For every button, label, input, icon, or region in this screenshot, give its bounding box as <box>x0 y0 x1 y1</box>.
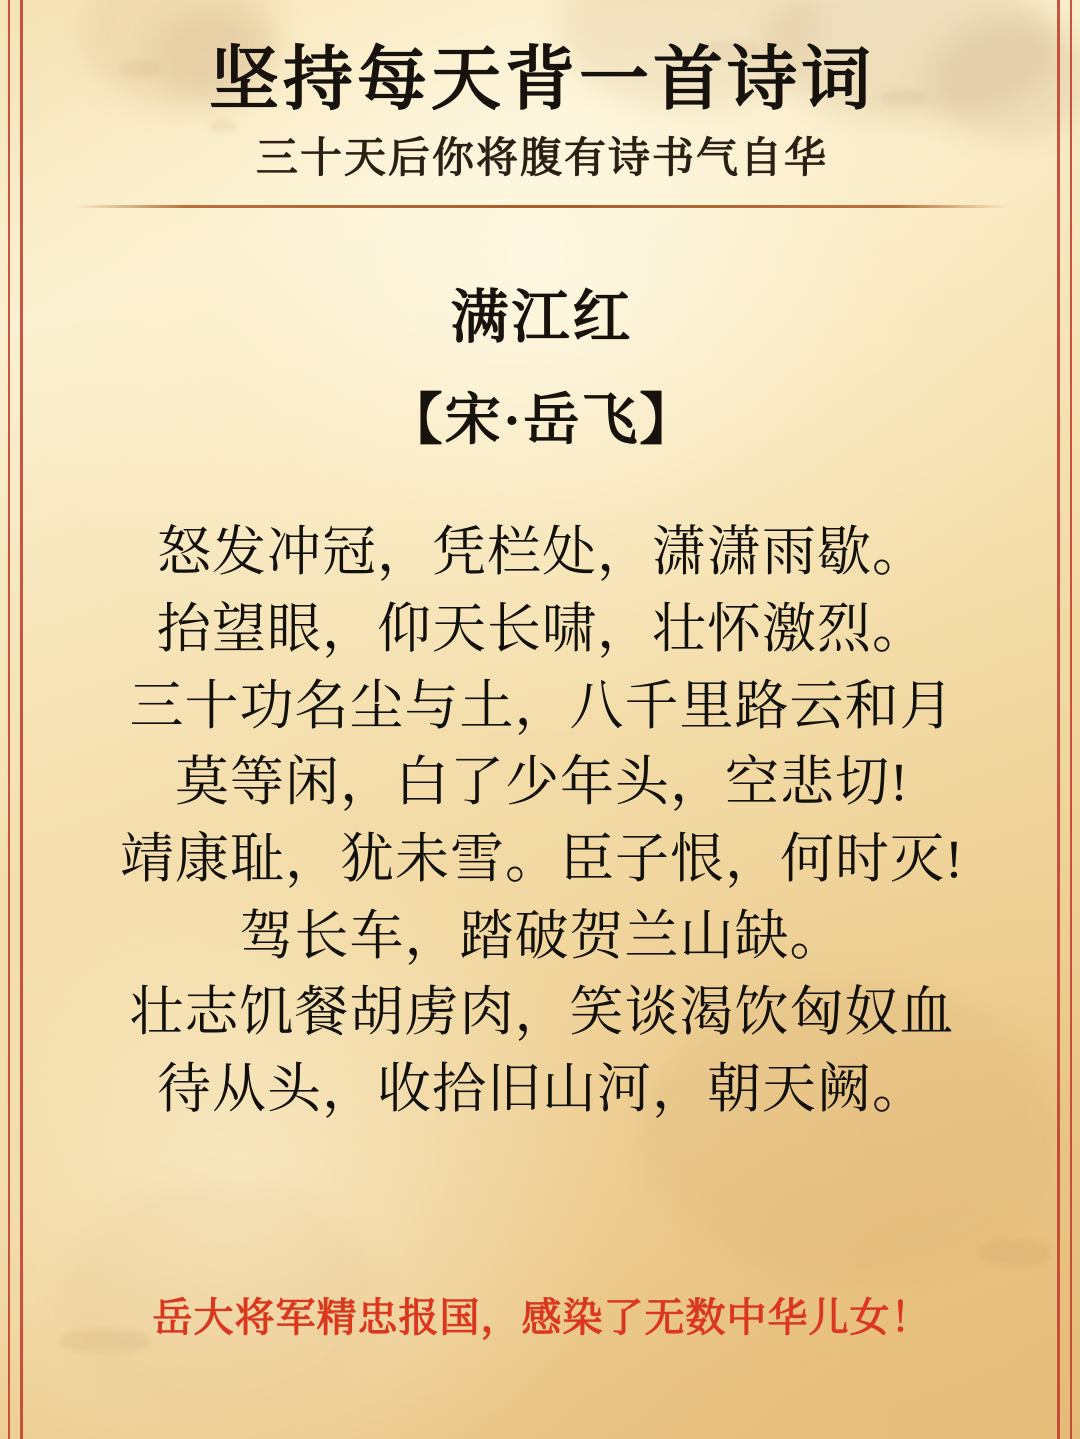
poem-line: 抬望眼，仰天长啸，壮怀激烈。 <box>157 598 927 659</box>
page-subtitle: 三十天后你将腹有诗书气自华 <box>255 136 828 182</box>
poem-line: 怒发冲冠，凭栏处，潇潇雨歇。 <box>157 522 927 583</box>
poem-line: 壮志饥餐胡虏肉，笑谈渴饮匈奴血 <box>129 982 955 1043</box>
poem-line: 靖康耻，犹未雪。臣子恨，何时灭! <box>120 828 964 889</box>
poem-line: 三十功名尘与土，八千里路云和月 <box>129 675 955 736</box>
poem-line: 待从头，收拾旧山河，朝天阙。 <box>157 1059 927 1119</box>
poem-line: 莫等闲，白了少年头，空悲切! <box>175 752 909 813</box>
divider <box>75 205 1010 208</box>
poster-content <box>34 0 1050 1439</box>
poem-body <box>34 514 1050 1127</box>
poem-line: 驾长车，踏破贺兰山缺。 <box>239 905 845 966</box>
page-title: 坚持每天背一首诗词 <box>209 42 875 119</box>
poem-title: 满江红 <box>450 285 634 351</box>
footnote-text: 岳大将军精忠报国，感染了无数中华儿女！ <box>152 1295 932 1340</box>
left-border-decoration <box>0 0 34 1439</box>
right-border-decoration <box>1050 0 1080 1439</box>
poem-author: 【宋·岳飞】 <box>386 390 698 453</box>
